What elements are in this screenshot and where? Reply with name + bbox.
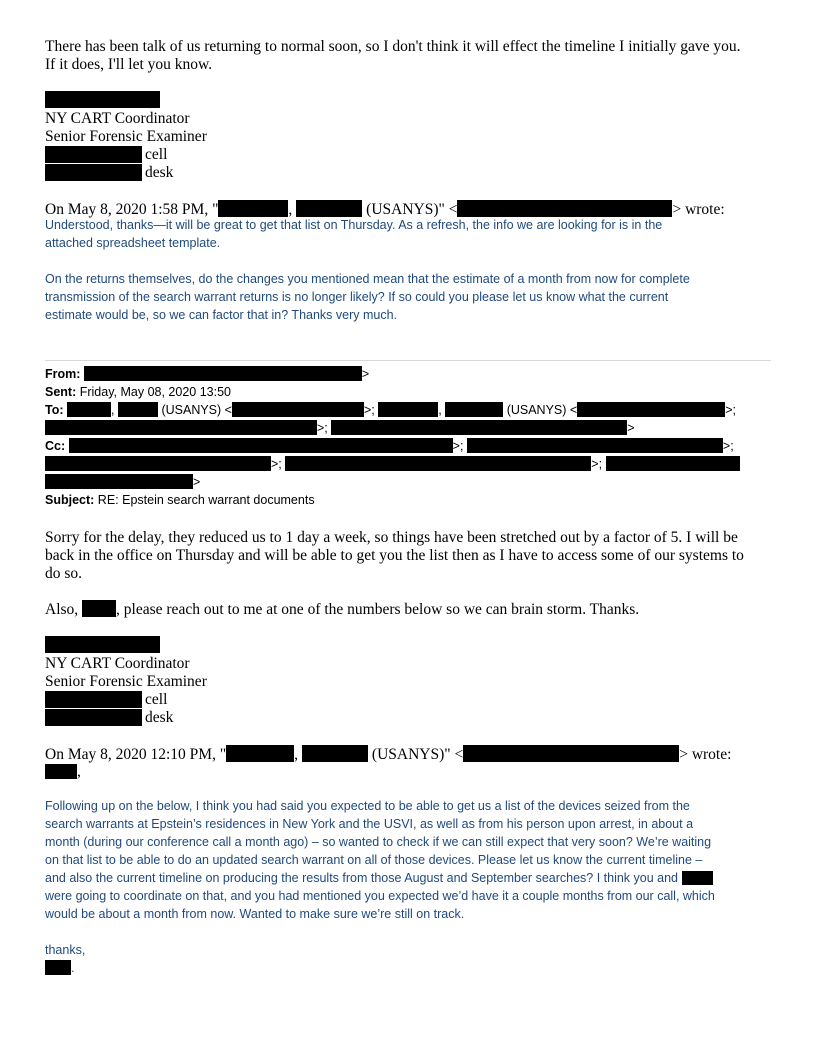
sent-label: Sent: [45,385,77,399]
body-line: do so. [45,565,83,582]
greeting-line [45,763,81,781]
redacted-phone [45,709,142,726]
reply-line: search warrants at Epstein’s residences in New York and the USVI, as well as from his person upon arrest, in about a [45,817,694,831]
to-comma: , [438,403,442,417]
redacted-text [378,402,438,417]
reply-text: and also the current timeline on producing the results from those August and September searches? I think you and [45,871,679,885]
quote-suffix: > wrote: [672,201,725,218]
redacted-email [467,438,723,453]
to-row [45,401,736,419]
redacted-sender [84,366,362,381]
to-separator: >; [317,421,328,435]
redacted-text [445,402,503,417]
to-separator: >; [363,403,375,417]
reply-line: transmission of the search warrant returns is no longer likely? If so could you please let us know what the current [45,290,669,304]
subject-label: Subject: [45,493,95,507]
signature-title: NY CART Coordinator [45,110,190,127]
from-row [45,365,369,383]
redacted-text [302,745,368,762]
also-line [45,600,639,619]
cc-close: > [193,475,201,489]
reply-line: on that list to be able to do an updated search warrant on all of those devices. Please let us know the current timeline – [45,853,703,867]
quote-comma: , [294,746,299,763]
quote-mid: (USANYS)" < [366,201,458,218]
redacted-email [45,420,317,435]
sent-row [45,383,231,401]
reply-line: attached spreadsheet template. [45,236,221,250]
redacted-name [45,636,160,653]
redacted-phone [45,146,142,163]
to-comma: , [111,403,115,417]
reply-line: Understood, thanks—it will be great to get that list on Thursday. As a refresh, the info we are looking for is in the [45,218,663,232]
signature-subtitle: Senior Forensic Examiner [45,128,207,145]
redacted-text [218,200,288,217]
redacted-email [577,402,725,417]
cc-row [45,437,734,455]
cc-separator: >; [591,457,603,471]
desk-label: desk [145,164,174,181]
body-line: Sorry for the delay, they reduced us to 1 day a week, so things have been stretched out by a factor of 5. I will be [45,529,738,546]
redacted-phone [45,691,142,708]
cc-separator: >; [271,457,282,471]
redacted-name [45,91,160,108]
redacted-text [67,402,111,417]
subject-row [45,491,315,509]
quote-mid: (USANYS)" < [371,746,464,763]
to-separator: >; [725,403,736,417]
also-prefix: Also, [45,601,79,618]
cc-row-end [45,473,200,491]
intro-line-2: If it does, I'll let you know. [45,56,213,73]
to-usanys: (USANYS) < [506,403,578,417]
also-rest: , please reach out to me at one of the numbers below so we can brain storm. Thanks. [116,601,640,618]
redacted-name [45,764,77,779]
signature-subtitle: Senior Forensic Examiner [45,673,207,690]
to-row-continued [45,419,635,437]
redacted-email [232,402,364,417]
reply-line: On the returns themselves, do the changes you mentioned mean that the estimate of a month from now for complete [45,272,690,286]
quote-prefix: On May 8, 2020 12:10 PM, " [45,746,227,763]
redacted-text [296,200,362,217]
closing-signature [45,959,74,977]
cc-separator: >; [722,439,734,453]
desk-label: desk [145,709,174,726]
redacted-name [45,960,71,975]
subject-value: RE: Epstein search warrant documents [97,493,315,507]
redacted-email [463,745,679,762]
signature-title: NY CART Coordinator [45,655,190,672]
reply-line: estimate would be, so we can factor that in? Thanks very much. [45,308,398,322]
cc-label: Cc: [45,439,66,453]
to-usanys: (USANYS) < [161,403,232,417]
redacted-email [457,200,672,217]
from-label: From: [45,367,81,381]
redacted-name [82,600,116,617]
to-label: To: [45,403,64,417]
closing-thanks: thanks, [45,943,86,957]
redacted-email [606,456,740,471]
reply-line: were going to coordinate on that, and you had mentioned you expected we’d have it a couple months from our call, which [45,889,715,903]
reply-line: would be about a month from now. Wanted to make sure we’re still on track. [45,907,465,921]
quote-attribution [45,745,731,764]
to-close: > [627,421,635,435]
sent-value: Friday, May 08, 2020 13:50 [79,385,231,399]
greeting-comma: , [77,763,81,780]
redacted-phone [45,164,142,181]
reply-line: Following up on the below, I think you had said you expected to be able to get us a list of the devices seized from the [45,799,690,813]
divider [45,360,771,361]
redacted-email [69,438,453,453]
reply-line: month (during our conference call a month ago) – so wanted to check if we can still expect that very soon? We’re waiting [45,835,712,849]
redacted-text [226,745,294,762]
redacted-email [285,456,591,471]
from-close: > [361,367,370,381]
body-line: back in the office on Thursday and will be able to get you the list then as I have to access some of our systems to [45,547,744,564]
intro-line-1: There has been talk of us returning to normal soon, so I don't think it will effect the timeline I initially gave you. [45,38,741,55]
reply-line [45,869,713,887]
redacted-email [45,456,271,471]
cc-separator: >; [452,439,464,453]
redacted-email [45,474,193,489]
quote-prefix: On May 8, 2020 1:58 PM, " [45,201,219,218]
quote-comma: , [288,201,293,218]
redacted-name [682,871,713,885]
redacted-text [118,402,158,417]
redacted-email [331,420,627,435]
cell-label: cell [145,146,168,163]
cell-label: cell [145,691,168,708]
cc-row-continued [45,455,740,473]
quote-suffix: > wrote: [679,746,732,763]
closing-period: . [71,961,75,975]
